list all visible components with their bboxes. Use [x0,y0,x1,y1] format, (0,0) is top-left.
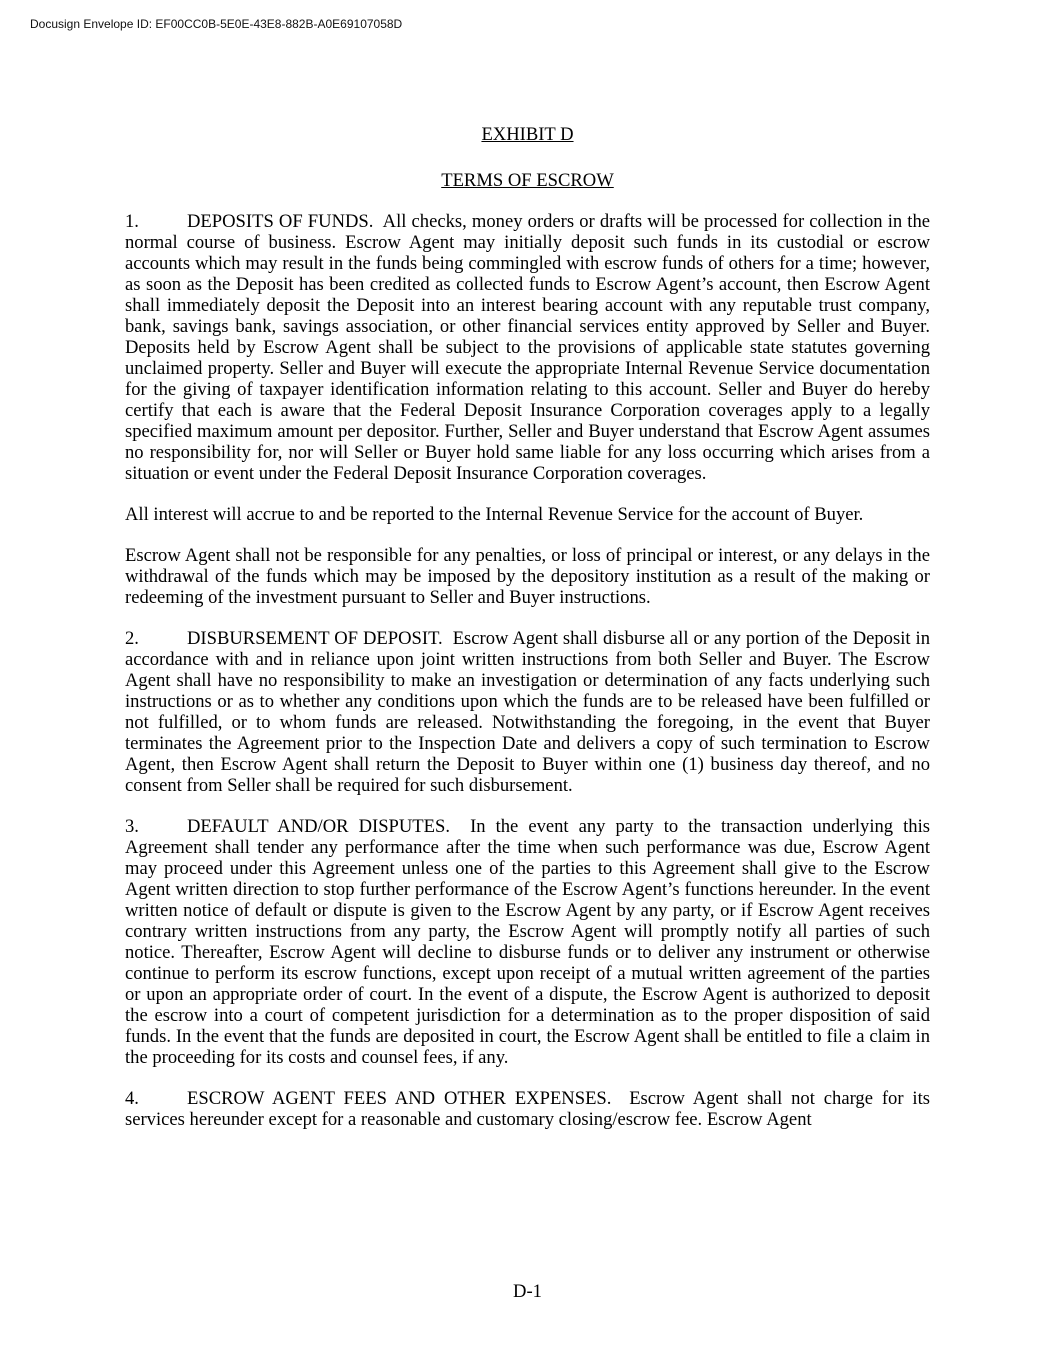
section-1-deposits-of-funds [125,211,930,484]
section-heading: DISBURSEMENT OF DEPOSIT. [187,628,443,649]
section-number: 3. [125,816,139,837]
section-number: 2. [125,628,139,649]
section-body: All checks, money orders or drafts will be processed for collection in the normal course of business. Escrow Agent may initially deposit such funds in its custodial or escrow accounts which may result in the funds being commingled with escrow funds of others for a time; however, as soon as the Deposit has been credited as collected funds to Escrow Agent’s account, then Escrow Agent shall immediately deposit the Deposit into an interest bearing account with any reputable trust company, bank, savings bank, savings association, or other financial services entity approved by Seller and Buyer. Deposits held by Escrow Agent shall be subject to the provisions of applicable state statutes governing unclaimed property. Seller and Buyer will execute the appropriate Internal Revenue Service documentation for the giving of taxpayer identification information relating to this account. Seller and Buyer do hereby certify that each is aware that the Federal Deposit Insurance Corporation coverages apply to a legally specified maximum amount per depositor. Further, Seller and Buyer understand that Escrow Agent assumes no responsibility for, nor will Seller or Buyer hold same liable for any loss occurring which arises from a situation or event under the Federal Deposit Insurance Corporation coverages. [125,211,930,484]
section-heading: DEFAULT AND/OR DISPUTES. [187,816,451,837]
docusign-envelope-id: Docusign Envelope ID: EF00CC0B-5E0E-43E8-882B-A0E69107058D [30,17,403,31]
document-body [125,124,930,1150]
section-body: Escrow Agent shall disburse all or any portion of the Deposit in accordance with and in reliance upon joint written instructions from both Seller and Buyer. The Escrow Agent shall have no responsibility to make an investigation or determination of any facts underlying such instructions or as to whether any conditions upon which the funds are to be released have been fulfilled or not fulfilled, or to whom funds are released. Notwithstanding the foregoing, in the event that Buyer terminates the Agreement prior to the Inspection Date and delivers a copy of such termination to Escrow Agent, then Escrow Agent shall return the Deposit to Buyer within one (1) business day thereof, and no consent from Seller shall be required for such disbursement. [125,628,930,796]
section-heading: ESCROW AGENT FEES AND OTHER EXPENSES. [187,1088,612,1109]
section-2-disbursement [125,628,930,796]
section-number: 4. [125,1088,139,1109]
section-heading: DEPOSITS OF FUNDS. [187,211,374,232]
section-4-fees-expenses [125,1088,930,1130]
page-number: D-1 [513,1281,542,1302]
section-body: Escrow Agent shall not charge for its services hereunder except for a reasonable and customary closing/escrow fee. Escrow Agent [125,1088,930,1130]
paragraph-penalties: Escrow Agent shall not be responsible for any penalties, or loss of principal or interest, or any delays in the withdrawal of the funds which may be imposed by the depository institution as a result of the making or redeeming of the investment pursuant to Seller and Buyer instructions. [125,545,930,608]
section-number: 1. [125,211,139,232]
terms-of-escrow-title: TERMS OF ESCROW [441,170,614,191]
exhibit-title: EXHIBIT D [481,124,574,145]
section-3-default-disputes [125,816,930,1068]
section-body: In the event any party to the transaction underlying this Agreement shall tender any performance after the time when such performance was due, Escrow Agent may proceed under this Agreement unless one of the parties to this Agreement shall give to the Escrow Agent written direction to stop further performance of the Escrow Agent’s functions hereunder. In the event written notice of default or dispute is given to the Escrow Agent by any party, or if Escrow Agent receives contrary written instructions from any party, the Escrow Agent will promptly notify all parties of such notice. Thereafter, Escrow Agent will decline to disburse funds or to deliver any instrument or otherwise continue to perform its escrow functions, except upon receipt of a mutual written agreement of the parties or upon an appropriate order of court. In the event of a dispute, the Escrow Agent is authorized to deposit the escrow into a court of competent jurisdiction for a determination as to the proper disposition of said funds. In the event that the funds are deposited in court, the Escrow Agent shall be entitled to file a claim in the proceeding for its costs and counsel fees, if any. [125,816,930,1068]
paragraph-interest: All interest will accrue to and be reported to the Internal Revenue Service for the account of Buyer. [125,504,864,525]
